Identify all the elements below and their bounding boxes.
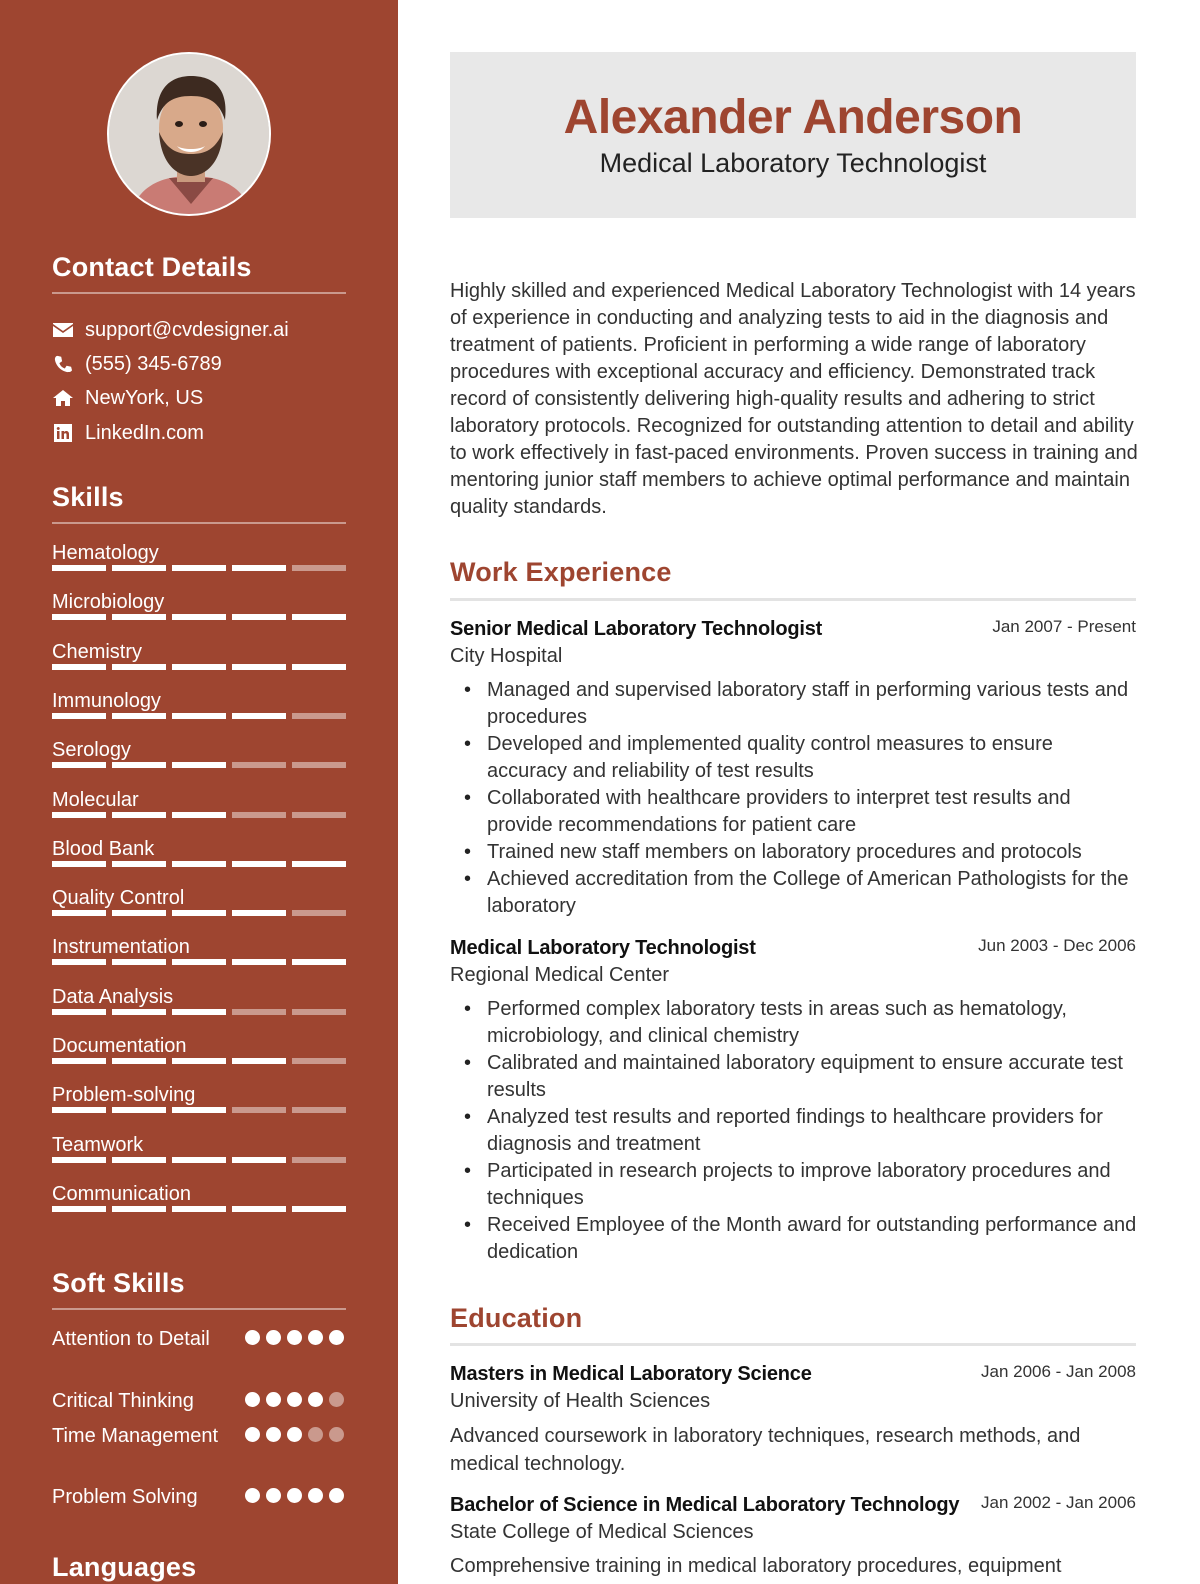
education-dates: Jan 2002 - Jan 2006 xyxy=(980,1493,1136,1512)
skill-level-segment xyxy=(232,614,286,620)
soft-skill-rating xyxy=(245,1488,344,1503)
skill-level-segment xyxy=(52,762,106,768)
skill-level-segment xyxy=(292,614,346,620)
skill-level-segment xyxy=(292,1157,346,1163)
skill-level-segment xyxy=(292,1009,346,1015)
rating-dot xyxy=(329,1330,344,1345)
skill-level-segment xyxy=(172,565,226,571)
skill-level-segment xyxy=(112,1009,166,1015)
job-dates: Jun 2003 - Dec 2006 xyxy=(978,936,1136,955)
soft-skill-item xyxy=(52,1423,346,1450)
rating-dot xyxy=(245,1488,260,1503)
skill-level-segment xyxy=(52,910,106,916)
skill-level-segment xyxy=(172,910,226,916)
skill-level-segment xyxy=(292,565,346,571)
candidate-title: Medical Laboratory Technologist xyxy=(599,148,987,178)
rating-dot xyxy=(308,1488,323,1503)
skill-level-segment xyxy=(232,1157,286,1163)
work-experience-divider xyxy=(450,598,1136,601)
skill-level-segment xyxy=(232,1009,286,1015)
skill-level-segment xyxy=(112,762,166,768)
soft-skill-label: Attention to Detail xyxy=(52,1328,210,1350)
skill-item xyxy=(52,738,346,778)
job-responsibilities xyxy=(487,677,1137,920)
skill-level-segment xyxy=(172,812,226,818)
rating-dot xyxy=(266,1330,281,1345)
skill-level-segment xyxy=(52,861,106,867)
skill-label: Data Analysis xyxy=(52,986,174,1008)
soft-skill-label: Problem Solving xyxy=(52,1486,198,1508)
soft-skill-rating xyxy=(245,1392,344,1407)
skill-item xyxy=(52,1182,346,1222)
skill-item xyxy=(52,837,346,877)
skill-level-segment xyxy=(292,1058,346,1064)
education-dates: Jan 2006 - Jan 2008 xyxy=(980,1362,1136,1381)
soft-skill-rating xyxy=(245,1427,344,1442)
skill-item xyxy=(52,985,346,1025)
skills-heading: Skills xyxy=(52,482,124,512)
skill-level-segment xyxy=(292,910,346,916)
skill-level-segment xyxy=(172,614,226,620)
skill-level-segment xyxy=(232,565,286,571)
skill-level-segment xyxy=(112,861,166,867)
skill-item xyxy=(52,640,346,680)
skill-item xyxy=(52,541,346,581)
skill-item xyxy=(52,1083,346,1123)
skill-level-segment xyxy=(52,959,106,965)
skill-level-bar xyxy=(52,1058,346,1064)
skill-level-segment xyxy=(52,1058,106,1064)
skill-level-segment xyxy=(172,1058,226,1064)
soft-skill-item xyxy=(52,1388,346,1415)
skill-label: Documentation xyxy=(52,1035,187,1057)
rating-dot xyxy=(266,1488,281,1503)
skill-label: Hematology xyxy=(52,542,159,564)
skill-label: Immunology xyxy=(52,690,161,712)
list-item: • Performed complex laboratory tests in areas such as hematology, microbiology, and clinical chemistry xyxy=(487,996,1137,1050)
skill-level-segment xyxy=(112,910,166,916)
skill-level-segment xyxy=(232,959,286,965)
skill-label: Serology xyxy=(52,739,131,761)
skill-level-segment xyxy=(292,762,346,768)
skill-label: Molecular xyxy=(52,789,139,811)
skill-level-segment xyxy=(112,664,166,670)
skill-item xyxy=(52,886,346,926)
skill-level-segment xyxy=(172,861,226,867)
avatar-illustration xyxy=(109,54,271,216)
skill-level-segment xyxy=(232,664,286,670)
job-responsibilities xyxy=(487,996,1137,1266)
skill-level-bar xyxy=(52,812,346,818)
skill-item xyxy=(52,1133,346,1173)
skill-level-segment xyxy=(112,1058,166,1064)
education-degree: Masters in Medical Laboratory Science xyxy=(450,1363,812,1385)
skill-label: Instrumentation xyxy=(52,936,190,958)
contact-phone[interactable] xyxy=(52,352,222,376)
skill-label: Communication xyxy=(52,1183,191,1205)
phone-icon xyxy=(52,354,74,374)
list-item: • Developed and implemented quality control measures to ensure accuracy and reliability of test results xyxy=(487,731,1137,785)
skill-level-segment xyxy=(232,910,286,916)
skill-level-bar xyxy=(52,1107,346,1113)
skill-level-segment xyxy=(292,664,346,670)
job-employer: City Hospital xyxy=(450,645,563,667)
skill-level-segment xyxy=(112,614,166,620)
contact-email-text: support@cvdesigner.ai xyxy=(85,318,289,341)
skill-item xyxy=(52,935,346,975)
job-dates: Jan 2007 - Present xyxy=(992,617,1136,636)
skill-level-bar xyxy=(52,664,346,670)
skill-level-segment xyxy=(292,713,346,719)
skill-level-bar xyxy=(52,959,346,965)
education-description: Advanced coursework in laboratory techniques, research methods, and medical technology. xyxy=(450,1425,1081,1475)
home-icon xyxy=(52,388,74,408)
skill-level-bar xyxy=(52,910,346,916)
skills-divider xyxy=(52,522,346,524)
contact-email[interactable] xyxy=(52,318,289,342)
languages-heading: Languages xyxy=(52,1552,197,1582)
candidate-name: Alexander Anderson xyxy=(563,91,1023,144)
skill-label: Chemistry xyxy=(52,641,143,663)
skill-level-bar xyxy=(52,861,346,867)
skill-level-segment xyxy=(172,1157,226,1163)
profile-photo xyxy=(107,52,271,216)
skill-level-segment xyxy=(52,1009,106,1015)
skill-level-segment xyxy=(52,664,106,670)
soft-skill-rating xyxy=(245,1330,344,1345)
skill-level-segment xyxy=(52,1157,106,1163)
skill-level-bar xyxy=(52,1009,346,1015)
list-item: • Managed and supervised laboratory staff in performing various tests and procedures xyxy=(487,677,1137,731)
skill-level-segment xyxy=(232,762,286,768)
skill-label: Quality Control xyxy=(52,887,185,909)
skill-level-segment xyxy=(172,762,226,768)
skill-level-bar xyxy=(52,713,346,719)
skill-level-bar xyxy=(52,565,346,571)
skill-level-segment xyxy=(52,812,106,818)
list-item: • Analyzed test results and reported findings to healthcare providers for diagnosis and treatment xyxy=(487,1104,1137,1158)
skill-item xyxy=(52,590,346,630)
skill-level-segment xyxy=(292,959,346,965)
education-description: Comprehensive training in medical laboratory procedures, equipment xyxy=(450,1555,1062,1577)
list-item: • Participated in research projects to improve laboratory procedures and techniques xyxy=(487,1158,1137,1212)
skill-label: Teamwork xyxy=(52,1134,144,1156)
name-header xyxy=(450,52,1136,218)
list-item: • Achieved accreditation from the College of American Pathologists for the laboratory xyxy=(487,866,1137,920)
skill-level-segment xyxy=(112,1107,166,1113)
skill-level-bar xyxy=(52,1157,346,1163)
contact-divider xyxy=(52,292,346,294)
skill-level-segment xyxy=(232,1206,286,1212)
skill-level-segment xyxy=(232,1107,286,1113)
skill-item xyxy=(52,1034,346,1074)
skill-level-segment xyxy=(292,1206,346,1212)
skill-label: Blood Bank xyxy=(52,838,155,860)
work-experience-heading: Work Experience xyxy=(450,557,672,587)
skill-level-bar xyxy=(52,1206,346,1212)
skill-level-bar xyxy=(52,762,346,768)
skill-level-segment xyxy=(232,1058,286,1064)
skill-level-bar xyxy=(52,614,346,620)
skill-level-segment xyxy=(112,812,166,818)
rating-dot xyxy=(245,1392,260,1407)
rating-dot xyxy=(329,1488,344,1503)
contact-heading: Contact Details xyxy=(52,252,252,282)
list-item: • Received Employee of the Month award for outstanding performance and dedication xyxy=(487,1212,1137,1266)
soft-skill-label: Time Management xyxy=(52,1425,218,1447)
contact-location xyxy=(52,386,203,410)
skill-level-segment xyxy=(112,1206,166,1212)
rating-dot xyxy=(308,1330,323,1345)
soft-skill-item xyxy=(52,1326,346,1353)
education-heading: Education xyxy=(450,1303,583,1333)
skill-level-segment xyxy=(292,861,346,867)
skill-level-segment xyxy=(112,713,166,719)
rating-dot xyxy=(329,1392,344,1407)
skill-level-segment xyxy=(52,565,106,571)
rating-dot xyxy=(245,1330,260,1345)
skill-level-segment xyxy=(112,565,166,571)
skill-level-segment xyxy=(172,664,226,670)
soft-skill-label: Critical Thinking xyxy=(52,1390,194,1412)
linkedin-icon xyxy=(52,423,74,443)
skill-level-segment xyxy=(112,959,166,965)
job-title: Senior Medical Laboratory Technologist xyxy=(450,618,823,640)
skill-label: Microbiology xyxy=(52,591,165,613)
skill-level-segment xyxy=(232,713,286,719)
skill-level-segment xyxy=(52,713,106,719)
list-item: • Calibrated and maintained laboratory equipment to ensure accurate test results xyxy=(487,1050,1137,1104)
skill-level-segment xyxy=(52,1107,106,1113)
envelope-icon xyxy=(52,320,74,340)
education-school: State College of Medical Sciences xyxy=(450,1521,754,1543)
skill-level-segment xyxy=(172,1206,226,1212)
soft-skill-item xyxy=(52,1484,346,1511)
list-item: • Collaborated with healthcare providers to interpret test results and provide recommendations for patient care xyxy=(487,785,1137,839)
skill-level-segment xyxy=(172,959,226,965)
contact-location-text: NewYork, US xyxy=(85,386,204,409)
rating-dot xyxy=(266,1427,281,1442)
rating-dot xyxy=(329,1427,344,1442)
soft-skills-heading: Soft Skills xyxy=(52,1268,185,1298)
rating-dot xyxy=(308,1427,323,1442)
skill-label: Problem-solving xyxy=(52,1084,196,1106)
rating-dot xyxy=(266,1392,281,1407)
contact-linkedin[interactable] xyxy=(52,421,204,445)
contact-phone-text: (555) 345-6789 xyxy=(85,352,222,375)
profile-summary: Highly skilled and experienced Medical Laboratory Technologist with 14 years of experience in conducting and analyzing tests to aid in the diagnosis and treatment of patients. Proficient in performing a wide range of laboratory procedures with exceptional accuracy and efficiency. Demonstrated track record of consistently delivering high-quality results and adhering to strict laboratory protocols. Recognized for outstanding attention to detail and ability to work effectively in fast-paced environments. Proven success in training and mentoring junior staff members to achieve optimal performance and maintain quality standards. xyxy=(450,280,1138,518)
skill-level-segment xyxy=(172,1107,226,1113)
skill-level-segment xyxy=(52,614,106,620)
list-item: • Trained new staff members on laboratory procedures and protocols xyxy=(487,839,1137,866)
rating-dot xyxy=(308,1392,323,1407)
contact-linkedin-text: LinkedIn.com xyxy=(85,421,204,444)
skill-level-segment xyxy=(112,1157,166,1163)
job-title: Medical Laboratory Technologist xyxy=(450,937,756,959)
soft-skills-divider xyxy=(52,1308,346,1310)
skill-item xyxy=(52,788,346,828)
job-employer: Regional Medical Center xyxy=(450,964,670,986)
skill-item xyxy=(52,689,346,729)
skill-level-segment xyxy=(52,1206,106,1212)
skill-level-segment xyxy=(172,1009,226,1015)
education-divider xyxy=(450,1343,1136,1346)
rating-dot xyxy=(287,1330,302,1345)
rating-dot xyxy=(287,1488,302,1503)
skill-level-segment xyxy=(232,812,286,818)
sidebar xyxy=(0,0,398,1584)
skill-level-segment xyxy=(232,861,286,867)
education-degree: Bachelor of Science in Medical Laboratory Technology xyxy=(450,1494,960,1516)
skill-level-segment xyxy=(292,1107,346,1113)
rating-dot xyxy=(287,1427,302,1442)
education-school: University of Health Sciences xyxy=(450,1390,711,1412)
rating-dot xyxy=(245,1427,260,1442)
skill-level-segment xyxy=(292,812,346,818)
skill-level-segment xyxy=(172,713,226,719)
rating-dot xyxy=(287,1392,302,1407)
